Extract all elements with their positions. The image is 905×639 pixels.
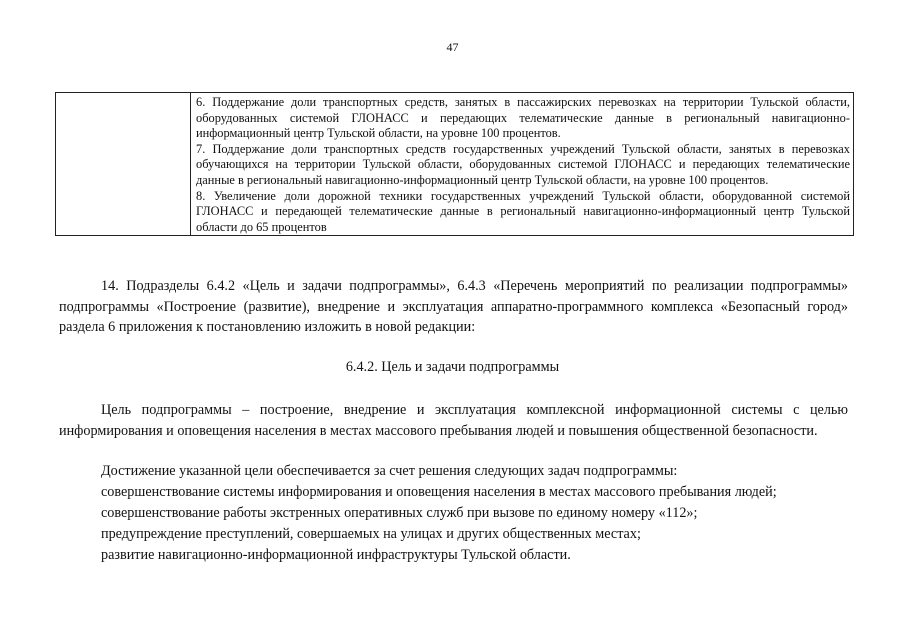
task-item: совершенствование работы экстренных оперативных служб при вызове по единому номеру «112»; bbox=[101, 505, 698, 521]
tasks-intro: Достижение указанной цели обеспечивается за счет решения следующих задач подпрограммы: bbox=[101, 463, 678, 479]
indicators-table bbox=[55, 92, 854, 236]
table-cell-empty bbox=[56, 93, 191, 236]
table-cell-indicators bbox=[191, 93, 854, 236]
table-row bbox=[56, 93, 854, 236]
page-number: 47 bbox=[446, 40, 459, 54]
indicator-item-8: 8. Увеличение доли дорожной техники государственных учреждений Тульской области, оборудованной системой ГЛОНАСС и передающей телематические данные в региональный навигационно-информационный центр Тульской области до 65 процентов bbox=[196, 188, 850, 234]
goal-paragraph: Цель подпрограммы – построение, внедрение и эксплуатация комплексной информационной системы с целью информирования и оповещения населения в местах массового пребывания людей и повышения общественной безопасности. bbox=[59, 402, 848, 439]
section-heading: 6.4.2. Цель и задачи подпрограммы bbox=[345, 359, 560, 375]
indicator-item-7: 7. Поддержание доли транспортных средств государственных учреждений Тульской области, занятых в перевозках обучающихся на территории Тульской области, оборудованных системой ГЛОНАСС и передающих телематические данные в региональный навигационно-информационный центр Тульской области, на уровне 100 процентов. bbox=[196, 141, 850, 187]
task-item: развитие навигационно-информационной инфраструктуры Тульской области. bbox=[101, 547, 571, 563]
task-item: совершенствование системы информирования и оповещения населения в местах массового пребывания людей; bbox=[101, 484, 777, 500]
task-item: предупреждение преступлений, совершаемых на улицах и других общественных местах; bbox=[101, 526, 641, 542]
paragraph-14: 14. Подразделы 6.4.2 «Цель и задачи подпрограммы», 6.4.3 «Перечень мероприятий по реализации подпрограммы» подпрограммы «Построение (развитие), внедрение и эксплуатация аппаратно-программного комплекса «Безопасный город» раздела 6 приложения к постановлению изложить в новой редакции: bbox=[59, 278, 848, 335]
indicator-item-6: 6. Поддержание доли транспортных средств, занятых в пассажирских перевозках на территории Тульской области, оборудованных системой ГЛОНАСС и передающих телематические данные в региональный навигационно-информационный центр Тульской области, на уровне 100 процентов. bbox=[196, 95, 850, 141]
